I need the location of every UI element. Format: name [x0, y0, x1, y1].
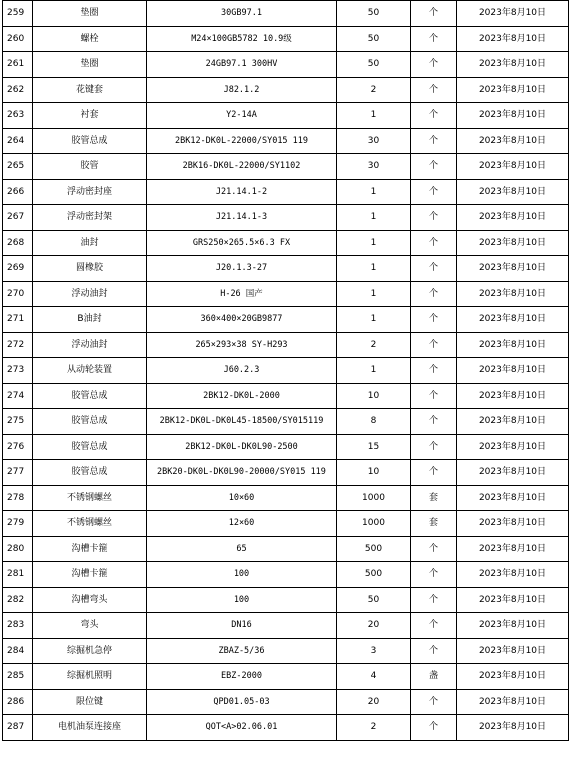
- table-row: [3, 256, 569, 282]
- spec-cell: H-26 国产: [147, 281, 337, 307]
- materials-table: [2, 0, 569, 741]
- table-row: [3, 562, 569, 588]
- row-number-cell: 278: [3, 485, 33, 511]
- unit-cell: 套: [411, 511, 457, 537]
- item-name-cell: 胶管总成: [33, 383, 147, 409]
- item-name-cell: 沟槽卡箍: [33, 536, 147, 562]
- spec-cell: 100: [147, 562, 337, 588]
- item-name-cell: 综掘机照明: [33, 664, 147, 690]
- spec-cell: QPD01.05-03: [147, 689, 337, 715]
- quantity-cell: 1000: [337, 511, 411, 537]
- item-name-cell: 沟槽卡箍: [33, 562, 147, 588]
- row-number-cell: 268: [3, 230, 33, 256]
- unit-cell: 个: [411, 460, 457, 486]
- table-row: [3, 230, 569, 256]
- unit-cell: 个: [411, 26, 457, 52]
- spec-cell: 2BK16-DK0L-22000/SY1102: [147, 154, 337, 180]
- date-cell: 2023年8月10日: [457, 1, 569, 27]
- item-name-cell: 浮动密封座: [33, 179, 147, 205]
- row-number-cell: 280: [3, 536, 33, 562]
- quantity-cell: 10: [337, 460, 411, 486]
- spec-cell: 2BK12-DK0L-2000: [147, 383, 337, 409]
- item-name-cell: 衬套: [33, 103, 147, 129]
- spec-cell: Y2-14A: [147, 103, 337, 129]
- unit-cell: 个: [411, 230, 457, 256]
- unit-cell: 盏: [411, 664, 457, 690]
- row-number-cell: 262: [3, 77, 33, 103]
- unit-cell: 个: [411, 434, 457, 460]
- table-row: [3, 664, 569, 690]
- unit-cell: 个: [411, 205, 457, 231]
- row-number-cell: 275: [3, 409, 33, 435]
- quantity-cell: 30: [337, 154, 411, 180]
- spec-cell: 2BK12-DK0L-DK0L45-18500/SY015119: [147, 409, 337, 435]
- quantity-cell: 3: [337, 638, 411, 664]
- item-name-cell: 从动轮装置: [33, 358, 147, 384]
- row-number-cell: 260: [3, 26, 33, 52]
- unit-cell: 个: [411, 77, 457, 103]
- item-name-cell: 弯头: [33, 613, 147, 639]
- unit-cell: 个: [411, 179, 457, 205]
- unit-cell: 个: [411, 358, 457, 384]
- date-cell: 2023年8月10日: [457, 281, 569, 307]
- item-name-cell: 螺栓: [33, 26, 147, 52]
- row-number-cell: 277: [3, 460, 33, 486]
- date-cell: 2023年8月10日: [457, 536, 569, 562]
- item-name-cell: 垫圈: [33, 52, 147, 78]
- table-row: [3, 77, 569, 103]
- date-cell: 2023年8月10日: [457, 460, 569, 486]
- table-row: [3, 128, 569, 154]
- table-row: [3, 281, 569, 307]
- unit-cell: 个: [411, 536, 457, 562]
- date-cell: 2023年8月10日: [457, 77, 569, 103]
- unit-cell: 个: [411, 562, 457, 588]
- row-number-cell: 265: [3, 154, 33, 180]
- table-row: [3, 52, 569, 78]
- spec-cell: J20.1.3-27: [147, 256, 337, 282]
- spec-cell: 30GB97.1: [147, 1, 337, 27]
- table-row: [3, 485, 569, 511]
- row-number-cell: 273: [3, 358, 33, 384]
- date-cell: 2023年8月10日: [457, 715, 569, 741]
- date-cell: 2023年8月10日: [457, 689, 569, 715]
- spec-cell: ZBAZ-5/36: [147, 638, 337, 664]
- unit-cell: 个: [411, 128, 457, 154]
- row-number-cell: 271: [3, 307, 33, 333]
- quantity-cell: 1: [337, 230, 411, 256]
- date-cell: 2023年8月10日: [457, 638, 569, 664]
- row-number-cell: 274: [3, 383, 33, 409]
- row-number-cell: 284: [3, 638, 33, 664]
- unit-cell: 个: [411, 154, 457, 180]
- quantity-cell: 10: [337, 383, 411, 409]
- quantity-cell: 8: [337, 409, 411, 435]
- quantity-cell: 20: [337, 613, 411, 639]
- date-cell: 2023年8月10日: [457, 26, 569, 52]
- date-cell: 2023年8月10日: [457, 358, 569, 384]
- date-cell: 2023年8月10日: [457, 179, 569, 205]
- item-name-cell: 圆橡胶: [33, 256, 147, 282]
- date-cell: 2023年8月10日: [457, 511, 569, 537]
- quantity-cell: 500: [337, 562, 411, 588]
- date-cell: 2023年8月10日: [457, 664, 569, 690]
- item-name-cell: B油封: [33, 307, 147, 333]
- row-number-cell: 259: [3, 1, 33, 27]
- quantity-cell: 15: [337, 434, 411, 460]
- unit-cell: 个: [411, 307, 457, 333]
- row-number-cell: 261: [3, 52, 33, 78]
- item-name-cell: 胶管: [33, 154, 147, 180]
- date-cell: 2023年8月10日: [457, 383, 569, 409]
- unit-cell: 个: [411, 689, 457, 715]
- quantity-cell: 50: [337, 52, 411, 78]
- date-cell: 2023年8月10日: [457, 128, 569, 154]
- quantity-cell: 1: [337, 179, 411, 205]
- spec-cell: J21.14.1-2: [147, 179, 337, 205]
- table-row: [3, 536, 569, 562]
- quantity-cell: 50: [337, 1, 411, 27]
- unit-cell: 个: [411, 256, 457, 282]
- row-number-cell: 270: [3, 281, 33, 307]
- unit-cell: 个: [411, 613, 457, 639]
- spec-cell: 65: [147, 536, 337, 562]
- table-row: [3, 638, 569, 664]
- item-name-cell: 电机油泵连接座: [33, 715, 147, 741]
- item-name-cell: 不锈钢螺丝: [33, 511, 147, 537]
- table-row: [3, 409, 569, 435]
- spec-cell: 2BK12-DK0L-22000/SY015 119: [147, 128, 337, 154]
- quantity-cell: 1: [337, 256, 411, 282]
- unit-cell: 个: [411, 587, 457, 613]
- item-name-cell: 胶管总成: [33, 409, 147, 435]
- date-cell: 2023年8月10日: [457, 613, 569, 639]
- date-cell: 2023年8月10日: [457, 154, 569, 180]
- date-cell: 2023年8月10日: [457, 409, 569, 435]
- quantity-cell: 50: [337, 587, 411, 613]
- row-number-cell: 279: [3, 511, 33, 537]
- spec-cell: EBZ-2000: [147, 664, 337, 690]
- item-name-cell: 胶管总成: [33, 128, 147, 154]
- quantity-cell: 1: [337, 358, 411, 384]
- item-name-cell: 综掘机急停: [33, 638, 147, 664]
- item-name-cell: 浮动密封架: [33, 205, 147, 231]
- table-row: [3, 332, 569, 358]
- table-row: [3, 205, 569, 231]
- date-cell: 2023年8月10日: [457, 307, 569, 333]
- item-name-cell: 不锈钢螺丝: [33, 485, 147, 511]
- quantity-cell: 1: [337, 281, 411, 307]
- unit-cell: 个: [411, 103, 457, 129]
- quantity-cell: 1: [337, 103, 411, 129]
- spec-cell: 360×400×20GB9877: [147, 307, 337, 333]
- unit-cell: 个: [411, 281, 457, 307]
- spec-cell: 2BK12-DK0L-DK0L90-2500: [147, 434, 337, 460]
- table-row: [3, 103, 569, 129]
- table-row: [3, 587, 569, 613]
- quantity-cell: 50: [337, 26, 411, 52]
- unit-cell: 个: [411, 383, 457, 409]
- row-number-cell: 263: [3, 103, 33, 129]
- table-row: [3, 179, 569, 205]
- unit-cell: 个: [411, 715, 457, 741]
- table-row: [3, 434, 569, 460]
- table-row: [3, 689, 569, 715]
- spec-cell: 24GB97.1 300HV: [147, 52, 337, 78]
- date-cell: 2023年8月10日: [457, 256, 569, 282]
- item-name-cell: 花键套: [33, 77, 147, 103]
- row-number-cell: 285: [3, 664, 33, 690]
- date-cell: 2023年8月10日: [457, 562, 569, 588]
- unit-cell: 个: [411, 332, 457, 358]
- table-row: [3, 26, 569, 52]
- unit-cell: 套: [411, 485, 457, 511]
- item-name-cell: 胶管总成: [33, 460, 147, 486]
- item-name-cell: 胶管总成: [33, 434, 147, 460]
- date-cell: 2023年8月10日: [457, 205, 569, 231]
- spec-cell: J82.1.2: [147, 77, 337, 103]
- spec-cell: 12×60: [147, 511, 337, 537]
- quantity-cell: 4: [337, 664, 411, 690]
- row-number-cell: 276: [3, 434, 33, 460]
- row-number-cell: 281: [3, 562, 33, 588]
- quantity-cell: 20: [337, 689, 411, 715]
- row-number-cell: 269: [3, 256, 33, 282]
- date-cell: 2023年8月10日: [457, 230, 569, 256]
- spec-cell: DN16: [147, 613, 337, 639]
- quantity-cell: 500: [337, 536, 411, 562]
- row-number-cell: 287: [3, 715, 33, 741]
- row-number-cell: 282: [3, 587, 33, 613]
- row-number-cell: 283: [3, 613, 33, 639]
- table-row: [3, 460, 569, 486]
- spec-cell: GRS250×265.5×6.3 FX: [147, 230, 337, 256]
- table-row: [3, 154, 569, 180]
- spec-cell: 2BK20-DK0L-DK0L90-20000/SY015 119: [147, 460, 337, 486]
- item-name-cell: 垫圈: [33, 1, 147, 27]
- unit-cell: 个: [411, 409, 457, 435]
- quantity-cell: 2: [337, 715, 411, 741]
- row-number-cell: 264: [3, 128, 33, 154]
- table-row: [3, 1, 569, 27]
- spec-cell: J21.14.1-3: [147, 205, 337, 231]
- spec-cell: 100: [147, 587, 337, 613]
- table-row: [3, 613, 569, 639]
- date-cell: 2023年8月10日: [457, 434, 569, 460]
- spec-cell: M24×100GB5782 10.9级: [147, 26, 337, 52]
- unit-cell: 个: [411, 52, 457, 78]
- date-cell: 2023年8月10日: [457, 103, 569, 129]
- table-row: [3, 383, 569, 409]
- date-cell: 2023年8月10日: [457, 52, 569, 78]
- item-name-cell: 浮动油封: [33, 332, 147, 358]
- row-number-cell: 272: [3, 332, 33, 358]
- unit-cell: 个: [411, 1, 457, 27]
- table-row: [3, 511, 569, 537]
- quantity-cell: 1: [337, 205, 411, 231]
- quantity-cell: 2: [337, 77, 411, 103]
- date-cell: 2023年8月10日: [457, 485, 569, 511]
- quantity-cell: 1000: [337, 485, 411, 511]
- spec-cell: 265×293×38 SY-H293: [147, 332, 337, 358]
- quantity-cell: 1: [337, 307, 411, 333]
- item-name-cell: 油封: [33, 230, 147, 256]
- materials-table-body: [3, 1, 569, 741]
- table-row: [3, 715, 569, 741]
- table-row: [3, 358, 569, 384]
- spec-cell: 10×60: [147, 485, 337, 511]
- row-number-cell: 286: [3, 689, 33, 715]
- date-cell: 2023年8月10日: [457, 332, 569, 358]
- row-number-cell: 267: [3, 205, 33, 231]
- item-name-cell: 沟槽弯头: [33, 587, 147, 613]
- spec-cell: QOT<A>02.06.01: [147, 715, 337, 741]
- date-cell: 2023年8月10日: [457, 587, 569, 613]
- item-name-cell: 浮动油封: [33, 281, 147, 307]
- quantity-cell: 2: [337, 332, 411, 358]
- unit-cell: 个: [411, 638, 457, 664]
- quantity-cell: 30: [337, 128, 411, 154]
- table-row: [3, 307, 569, 333]
- spec-cell: J60.2.3: [147, 358, 337, 384]
- row-number-cell: 266: [3, 179, 33, 205]
- item-name-cell: 限位键: [33, 689, 147, 715]
